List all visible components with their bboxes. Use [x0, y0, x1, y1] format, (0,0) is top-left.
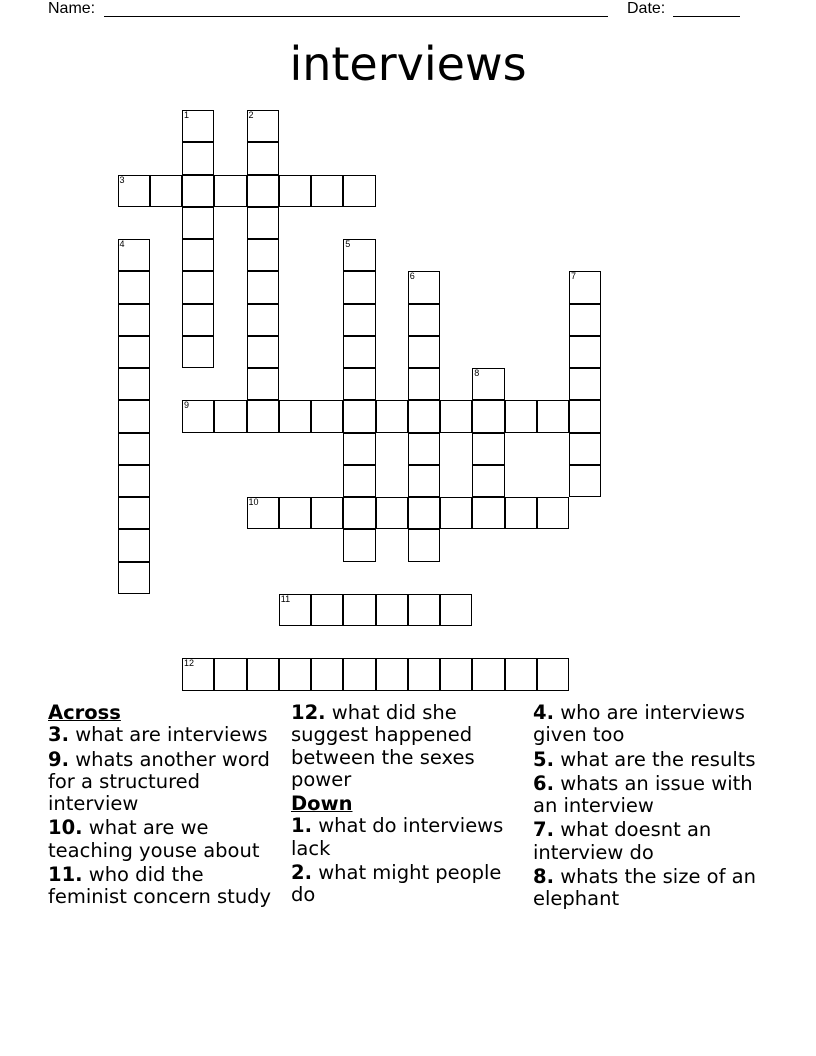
clue-number: 1 — [184, 110, 190, 120]
grid-cell[interactable] — [182, 110, 214, 142]
clues-column-1 — [48, 702, 288, 911]
grid-cell[interactable] — [182, 175, 214, 207]
grid-cell[interactable] — [279, 175, 311, 207]
grid-cell[interactable] — [440, 400, 472, 432]
grid-cell[interactable] — [569, 271, 601, 303]
grid-cell[interactable] — [472, 658, 504, 690]
across-heading: Across — [48, 701, 121, 724]
grid-cell[interactable] — [182, 142, 214, 174]
clue-number: 5 — [345, 239, 351, 249]
grid-cell[interactable] — [408, 594, 440, 626]
grid-cell[interactable] — [182, 271, 214, 303]
grid-cell[interactable] — [537, 658, 569, 690]
grid-cell[interactable] — [118, 368, 150, 400]
clues-column-2 — [291, 702, 531, 909]
grid-cell[interactable] — [537, 497, 569, 529]
grid-cell[interactable] — [343, 336, 375, 368]
grid-cell[interactable] — [472, 400, 504, 432]
grid-cell[interactable] — [118, 433, 150, 465]
grid-cell[interactable] — [311, 658, 343, 690]
grid-cell[interactable] — [472, 497, 504, 529]
clue-number: 6 — [409, 271, 415, 282]
grid-cell[interactable] — [376, 497, 408, 529]
clue-down-8: 8. whats the size of an elephant — [533, 865, 756, 911]
grid-cell[interactable] — [118, 271, 150, 303]
grid-cell[interactable] — [343, 433, 375, 465]
clue-number: 4 — [119, 239, 125, 249]
grid-cell[interactable] — [118, 175, 150, 207]
grid-cell[interactable] — [118, 497, 150, 529]
clue-down-6: 6. whats an issue with an interview — [533, 771, 753, 818]
grid-cell[interactable] — [247, 368, 279, 400]
puzzle-title: interviews — [289, 37, 527, 91]
clue-number: 7 — [571, 271, 577, 282]
clue-down-1: 1. what do interviews lack — [291, 814, 504, 860]
grid-cell[interactable] — [408, 400, 440, 432]
grid-cell[interactable] — [408, 271, 440, 303]
clue-number: 12 — [184, 658, 195, 669]
grid-cell[interactable] — [118, 562, 150, 594]
clue-number: 10 — [248, 497, 259, 507]
grid-cell[interactable] — [182, 304, 214, 336]
grid-cell[interactable] — [343, 658, 375, 690]
name-label: Name: — [48, 0, 96, 17]
grid-cell[interactable] — [214, 400, 246, 432]
grid-cell[interactable] — [247, 110, 279, 142]
grid-cell[interactable] — [150, 175, 182, 207]
grid-cell[interactable] — [182, 336, 214, 368]
grid-cell[interactable] — [343, 497, 375, 529]
grid-cell[interactable] — [408, 368, 440, 400]
grid-cell[interactable] — [279, 658, 311, 690]
grid-cell[interactable] — [343, 304, 375, 336]
grid-cell[interactable] — [182, 239, 214, 271]
grid-cell[interactable] — [408, 336, 440, 368]
grid-cell[interactable] — [343, 465, 375, 497]
grid-cell[interactable] — [343, 239, 375, 271]
grid-cell[interactable] — [118, 465, 150, 497]
clue-down-4: 4. who are interviews given too — [533, 701, 745, 747]
clue-across-9: 9. whats another word for a structured interview — [48, 747, 270, 816]
grid-cell[interactable] — [408, 433, 440, 465]
grid-cell[interactable] — [182, 658, 214, 690]
clue-down-7: 7. what doesnt an interview do — [533, 818, 712, 864]
grid-cell[interactable] — [247, 239, 279, 271]
clue-across-11: 11. who did the feminist concern study — [48, 863, 272, 909]
clues-column-3 — [533, 702, 773, 913]
grid-cell[interactable] — [376, 658, 408, 690]
grid-cell[interactable] — [247, 304, 279, 336]
grid-cell[interactable] — [569, 368, 601, 400]
grid-cell[interactable] — [247, 497, 279, 529]
clue-number: 2 — [248, 110, 254, 120]
grid-cell[interactable] — [118, 400, 150, 432]
grid-cell[interactable] — [343, 594, 375, 626]
grid-cell[interactable] — [537, 400, 569, 432]
grid-cell[interactable] — [440, 658, 472, 690]
grid-cell[interactable] — [118, 529, 150, 561]
grid-cell[interactable] — [343, 400, 375, 432]
grid-cell[interactable] — [311, 497, 343, 529]
grid-cell[interactable] — [343, 368, 375, 400]
grid-cell[interactable] — [247, 400, 279, 432]
grid-cell[interactable] — [505, 497, 537, 529]
grid-cell[interactable] — [182, 400, 214, 432]
grid-cell[interactable] — [569, 304, 601, 336]
date-label: Date: — [627, 0, 666, 17]
grid-cell[interactable] — [247, 175, 279, 207]
grid-cell[interactable] — [440, 497, 472, 529]
grid-cell[interactable] — [247, 336, 279, 368]
clue-across-10: 10. what are we teaching youse about — [48, 816, 260, 862]
grid-cell[interactable] — [247, 658, 279, 690]
grid-cell[interactable] — [118, 304, 150, 336]
grid-cell[interactable] — [569, 433, 601, 465]
clue-down-5: 5. what are the results — [533, 747, 756, 771]
clue-number: 8 — [474, 368, 480, 378]
grid-cell[interactable] — [247, 271, 279, 303]
grid-cell[interactable] — [311, 175, 343, 207]
clue-across-12: 12. what did she suggest happened between the sexes power — [291, 701, 475, 791]
grid-cell[interactable] — [279, 594, 311, 626]
grid-cell[interactable] — [118, 239, 150, 271]
grid-cell[interactable] — [408, 304, 440, 336]
grid-cell[interactable] — [569, 400, 601, 432]
grid-cell[interactable] — [505, 658, 537, 690]
grid-cell[interactable] — [343, 175, 375, 207]
grid-cell[interactable] — [343, 529, 375, 561]
grid-cell[interactable] — [247, 142, 279, 174]
clue-number: 3 — [119, 174, 125, 185]
grid-cell[interactable] — [408, 465, 440, 497]
grid-cell[interactable] — [279, 400, 311, 432]
grid-cell[interactable] — [569, 336, 601, 368]
grid-cell[interactable] — [440, 594, 472, 626]
grid-cell[interactable] — [408, 529, 440, 561]
grid-cell[interactable] — [408, 497, 440, 529]
grid-cell[interactable] — [214, 175, 246, 207]
grid-cell[interactable] — [505, 400, 537, 432]
grid-cell[interactable] — [376, 400, 408, 432]
grid-cell[interactable] — [118, 336, 150, 368]
grid-cell[interactable] — [376, 594, 408, 626]
grid-cell[interactable] — [343, 271, 375, 303]
grid-cell[interactable] — [569, 465, 601, 497]
grid-cell[interactable] — [247, 207, 279, 239]
clue-down-2: 2. what might people do — [291, 861, 502, 907]
grid-cell[interactable] — [214, 658, 246, 690]
clue-number: 11 — [280, 593, 291, 604]
grid-cell[interactable] — [472, 433, 504, 465]
grid-cell[interactable] — [472, 465, 504, 497]
grid-cell[interactable] — [182, 207, 214, 239]
clue-number: 9 — [184, 400, 190, 411]
grid-cell[interactable] — [472, 368, 504, 400]
grid-cell[interactable] — [311, 400, 343, 432]
clue-across-3: 3. what are interviews — [48, 723, 268, 747]
grid-cell[interactable] — [408, 658, 440, 690]
grid-cell[interactable] — [279, 497, 311, 529]
grid-cell[interactable] — [311, 594, 343, 626]
down-heading: Down — [291, 792, 353, 816]
